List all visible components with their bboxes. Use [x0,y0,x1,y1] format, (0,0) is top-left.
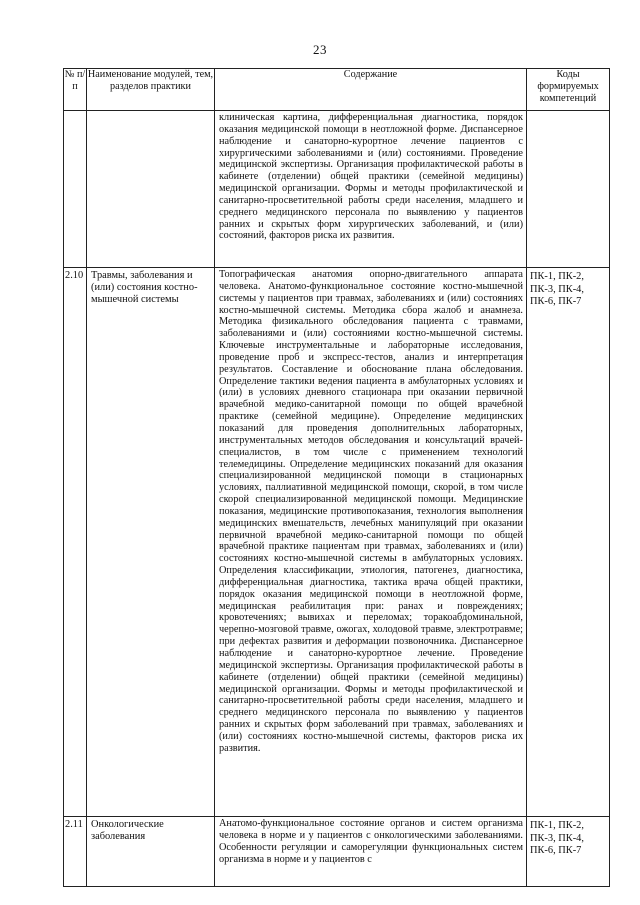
row-content [215,817,527,887]
row-content-text: Анатомо-функциональное состояние органов и систем организма человека в норме и у пациентов с онкологическими заболеваниями. Особенности регуляции и саморегуляции функциональных систем организма в норме и у пациентов с [219,818,523,865]
header-codes: Коды формируемых компетенций [527,69,610,111]
table-row [64,111,610,268]
competency-code-line: ПК-6, ПК-7 [530,845,582,856]
header-content: Содержание [215,69,527,111]
row-module: Травмы, заболевания и (или) состояния костно-мышечной системы [87,268,215,817]
competency-code-line: ПК-3, ПК-4, [530,832,584,844]
competency-code-line: ПК-1, ПК-2, [530,271,584,282]
table-header-row [64,69,610,111]
header-module: Наименование модулей, тем, разделов практики [87,69,215,111]
curriculum-table [63,68,610,887]
page-number: 23 [313,42,327,57]
table-row [64,817,610,887]
table-row [64,268,610,817]
row-number [64,111,87,268]
row-codes [527,268,610,817]
row-content-text: клиническая картина, дифференциальная диагностика, порядок оказания медицинской помощи в неотложной форме. Диспансерное наблюдение и санаторно-курортное лечение пациентов с хирургическими заболеваниями и (или) состояниями. Проведение медицинской экспертизы. Организация профилактической работы в кабинете (отделении) общей практики (семейной медицины) медицинской организации. Формы и методы профилактической и санитарно-просветительной работы среди населения, младшего и среднего медицинского персонала по выявлению у пациентов ранних и скрытых форм хирургических заболеваний, и (или) состояний, факторов риска их развития. [219,112,523,242]
competency-code-line: ПК-1, ПК-2, [530,820,584,831]
row-content [215,268,527,817]
row-codes [527,817,610,887]
row-content-text: Топографическая анатомия опорно-двигательного аппарата человека. Анатомо-функциональное состояние костно-мышечной системы у пациентов при травмах, заболеваниях и (или) состояниях костно-мышечной системы. Методика сбора жалоб и анамнеза. Методика физикального обследования пациента с травмами, заболеваниями и (или) состояниями костно-мышечной системы. Ключевые инструментальные и лабораторные исследования, проведение проб и экспресс-тестов, анализ и интерпретация результатов. Составление и обоснование плана обследования. Определение тактики ведения пациента в амбулаторных условиях и (или) в условиях дневного стационара при оказании первичной врачебной медико-санитарной помощи по общей врачебной практике (семейной медицине). Определение медицинских показаний для проведения дополнительных лабораторных, инструментальных методов обследования и консультаций врачей-специалистов, в том числе с применением технологий телемедицины. Определение медицинских показаний для оказания специализированной медицинской помощи в стационарных условиях, паллиативной медицинской помощи, скорой, в том числе скорой специализированной медицинской помощи. Медицинские показания, медицинские противопоказания, технология выполнения медицинских вмешательств, лечебных манипуляций при оказании первичной врачебной медико-санитарной помощи по общей врачебной практике пациентам при травмах, заболеваниях и (или) состояниях костно-мышечной системы в амбулаторных условиях. Определения классификации, этиология, патогенез, диагностика, дифференциальная диагностика, тактика врача общей практики, порядок оказания медицинской помощи в неотложной форме, медицинская реабилитация при: ранах и повреждениях; кровотечениях; вывихах и переломах; торакоабдоминальной, черепно-мозговой травме, ожогах, холодовой травме, электротравме; при дефектах развития и деформации позвоночника. Диспансерное наблюдение и санаторно-курортное лечение. Проведение медицинской экспертизы. Организация профилактической работы в кабинете (отделении) общей практики (семейной медицины) медицинской организации. Формы и методы профилактической и санитарно-просветительной работы среди населения, младшего и среднего медицинского персонала по выявлению у пациентов ранних и скрытых форм заболеваний при травмах, заболеваниях и (или) состояниях костно-мышечной системы, факторов риска их развития. [219,269,523,754]
row-number: 2.10 [64,268,87,817]
header-number: № п/п [64,69,87,111]
competency-code-line: ПК-3, ПК-4, [530,283,584,295]
row-module [87,111,215,268]
row-content [215,111,527,268]
competency-code-line: ПК-6, ПК-7 [530,296,582,307]
row-number: 2.11 [64,817,87,887]
row-module: Онкологические заболевания [87,817,215,887]
row-codes [527,111,610,268]
